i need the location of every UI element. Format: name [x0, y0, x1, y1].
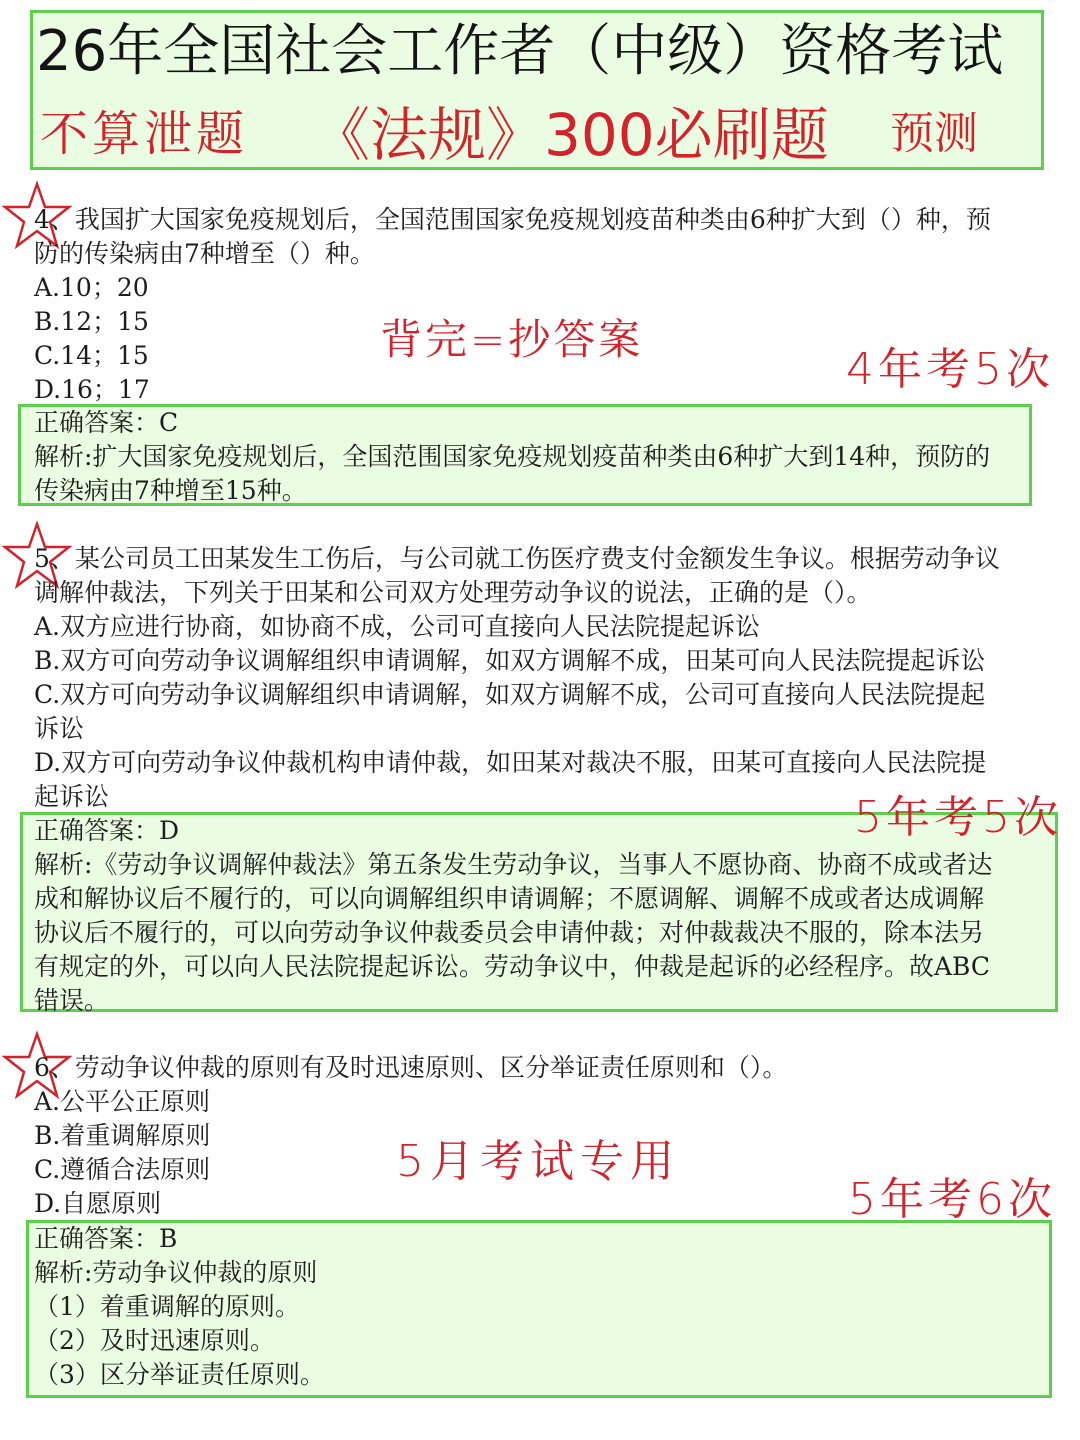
analysis-line: 传染病由7种增至15种。	[34, 476, 307, 505]
correct-answer: 正确答案：C	[34, 408, 179, 437]
answer-6	[34, 1222, 1044, 1392]
subtitle: 《法规》300必刷题	[312, 101, 829, 169]
handwritten-note-exam: 5月考试专用	[396, 1136, 680, 1187]
option-c: C.遵循合法原则	[34, 1155, 211, 1184]
option-b: B.12；15	[34, 307, 149, 336]
handwritten-note-frequency: 5年考5次	[854, 792, 1062, 843]
option-c: C.双方可向劳动争议调解组织申请调解，如双方调解不成，公司可直接向人民法院提起	[34, 680, 986, 709]
handwritten-note-memorize: 背完=抄答案	[380, 315, 644, 364]
correct-answer: 正确答案：B	[34, 1224, 178, 1253]
question-stem-line: 5、某公司员工田某发生工伤后，与公司就工伤医疗费支付金额发生争议。根据劳动争议	[34, 544, 1000, 573]
question-stem-line: 4、我国扩大国家免疫规划后，全国范围国家免疫规划疫苗种类由6种扩大到（）种，预	[34, 205, 991, 234]
analysis-line: 解析:劳动争议仲裁的原则	[34, 1258, 318, 1287]
question-stem-line: 调解仲裁法，下列关于田某和公司双方处理劳动争议的说法，正确的是（）。	[34, 578, 872, 607]
analysis-line: 有规定的外，可以向人民法院提起诉讼。劳动争议中，仲裁是起诉的必经程序。故ABC	[34, 952, 991, 981]
handwritten-note-frequency: 5年考6次	[848, 1174, 1056, 1225]
handwritten-tag-right: 预测	[890, 108, 978, 159]
question-stem-line: 6、劳动争议仲裁的原则有及时迅速原则、区分举证责任原则和（）。	[34, 1053, 788, 1082]
correct-answer: 正确答案：D	[34, 816, 180, 845]
page-title: 26年全国社会工作者（中级）资格考试	[36, 19, 1004, 84]
handwritten-tag-left: 不算泄题	[40, 106, 249, 162]
option-d: D.双方可向劳动争议仲裁机构申请仲裁，如田某对裁决不服，田某可直接向人民法院提	[34, 748, 987, 777]
option-c: C.14；15	[34, 341, 149, 370]
analysis-line: 解析:《劳动争议调解仲裁法》第五条发生劳动争议，当事人不愿协商、协商不成或者达	[34, 850, 993, 879]
analysis-line: 解析:扩大国家免疫规划后，全国范围国家免疫规划疫苗种类由6种扩大到14种，预防的	[34, 442, 991, 471]
option-b: B.着重调解原则	[34, 1121, 211, 1150]
analysis-line: 协议后不履行的，可以向劳动争议仲裁委员会申请仲裁；对仲裁裁决不服的，除本法另	[34, 918, 985, 947]
analysis-line: （2）及时迅速原则。	[34, 1326, 275, 1355]
analysis-line: 错误。	[34, 986, 110, 1015]
option-a: A.双方应进行协商，如协商不成，公司可直接向人民法院提起诉讼	[34, 612, 761, 641]
question-stem-line: 防的传染病由7种增至（）种。	[34, 239, 375, 268]
analysis-line: （3）区分举证责任原则。	[34, 1360, 325, 1389]
option-c-cont: 诉讼	[34, 714, 85, 743]
analysis-line: （1）着重调解的原则。	[34, 1292, 300, 1321]
option-a: A.公平公正原则	[34, 1087, 211, 1116]
option-b: B.双方可向劳动争议调解组织申请调解，如双方调解不成，田某可向人民法院提起诉讼	[34, 646, 986, 675]
option-d-cont: 起诉讼	[34, 782, 110, 811]
answer-4	[34, 406, 1034, 508]
option-d: D.自愿原则	[34, 1189, 162, 1218]
analysis-line: 成和解协议后不履行的，可以向调解组织申请调解；不愿调解、调解不成或者达成调解	[34, 884, 985, 913]
handwritten-note-frequency: 4年考5次	[846, 344, 1054, 395]
question-5	[34, 542, 1044, 814]
option-a: A.10；20	[34, 273, 149, 302]
option-d: D.16；17	[34, 375, 150, 404]
